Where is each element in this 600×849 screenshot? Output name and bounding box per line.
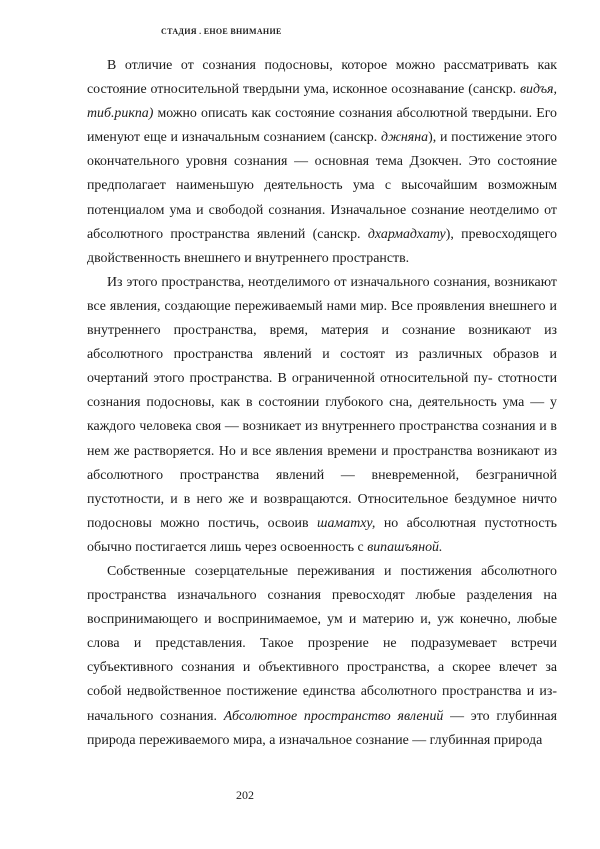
paragraph-1 <box>87 54 557 271</box>
paragraph-1-text-3: ), и постижение этого окончательного уровня сознания — основная тема Дзокчен. Это состояние предполагает наименьшую деятельность ума с высочайшим возможным потенциалом ума и свободой сознания. Изначальное сознание неотделимо от абсолютного пространства явлений (санскр. <box>87 130 557 242</box>
paragraph-3-text-2: — это глубинная природа переживаемого мира, а изначальное сознание — глубинная природа <box>87 708 557 748</box>
paragraph-1-italic-term-2: джняна <box>380 130 429 146</box>
paragraph-1-italic-term-3: дхармадхату <box>367 226 446 242</box>
running-header: СТАДИЯ . ЕНОЕ ВНИМАНИЕ <box>161 27 282 36</box>
paragraph-2 <box>87 271 557 560</box>
paragraph-2-italic-term-2: випашъяной. <box>367 539 443 555</box>
paragraph-2-text-2: но абсолютная пустотность обычно постигается лишь через освоенность с <box>87 515 558 555</box>
paragraph-3-italic-term-1: Абсолютное пространство явлений <box>223 708 444 724</box>
page-number: 202 <box>236 788 254 802</box>
body-text <box>87 54 557 753</box>
paragraph-1-text-1: В отличие от сознания подосновы, которое можно рассматривать как состояние относительной твердыни ума, исконное осознавание (санскр. <box>87 58 557 98</box>
paragraph-1-italic-term-1: видъя, тиб.рикпа) <box>87 82 557 122</box>
paragraph-2-italic-term-1: шаматху, <box>316 515 376 531</box>
paragraph-3 <box>87 560 557 753</box>
paragraph-2-text-1: Из этого пространства, неотделимого от изначального сознания, возникают все явления, создающие переживаемый нами мир. Все проявления внешнего и внутреннего пространства, время, материя и сознание возникают из абсолютного пространства явлений и состоят из различных образов и очертаний этого пространства. В ограниченной относительной пу- стотности сознания подосновы, как в состоянии глубокого сна, деятельность ума — у каждого человека своя — возникает из внутреннего пространства сознания и в нем же растворяется. Но и все явления времени и пространства возникают из абсолютного пространства явлений — вневременной, безграничной пустотности, и в него же и возвращаются. Относительное бездумное ничто подосновы можно постичь, освоив <box>87 274 557 531</box>
paragraph-3-text-1: Собственные созерцательные переживания и постижения абсолютного пространства изначального сознания превосходят любые разделения на воспринимающего и воспринимаемое, ум и материю и, уж конечно, любые слова и представления. Такое прозрение не подразумевает встречи субъективного сознания и объективного пространства, а скорее влечет за собой недвойственное постижение единства абсолютного пространства и изначального сознания. <box>87 563 557 724</box>
paragraph-1-text-4: ), превосходящего двойственность внешнего и внутреннего пространств. <box>87 226 558 266</box>
paragraph-1-text-2: можно описать как состояние сознания абсолютной твердыни. Его именуют еще и изначальным сознанием (санскр. <box>87 106 557 146</box>
